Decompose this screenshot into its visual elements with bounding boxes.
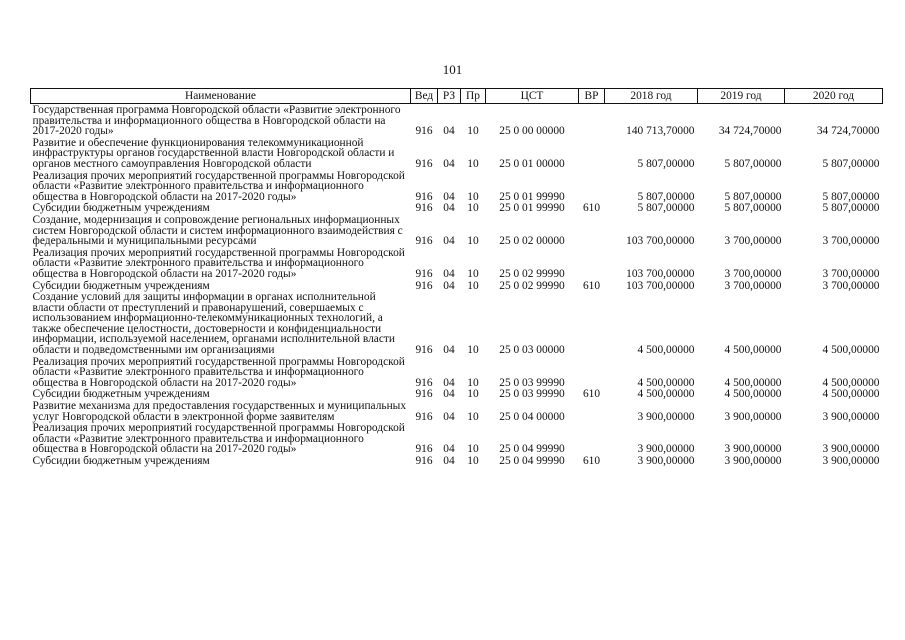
row-2019: 5 807,00000	[724, 157, 782, 170]
table-row	[31, 202, 883, 214]
row-ved: 916	[415, 267, 433, 280]
row-pr: 10	[467, 388, 479, 401]
row-2020: 3 700,00000	[822, 267, 880, 280]
row-pr: 10	[467, 267, 479, 280]
row-2019: 4 500,00000	[724, 376, 782, 389]
row-pr: 10	[467, 376, 479, 389]
row-rz: 04	[443, 410, 455, 423]
row-cst: 25 0 02 99990	[499, 267, 565, 280]
row-vr	[579, 214, 605, 247]
header-row	[31, 89, 883, 104]
row-2019: 4 500,00000	[724, 344, 782, 357]
row-2019: 3 700,00000	[724, 235, 782, 248]
table-row	[31, 280, 883, 292]
row-vr	[579, 137, 605, 170]
row-pr: 10	[467, 279, 479, 292]
row-2020: 5 807,00000	[822, 202, 880, 215]
row-2018: 4 500,00000	[637, 376, 695, 389]
row-rz: 04	[443, 202, 455, 215]
row-vr	[579, 104, 605, 137]
row-2019: 3 700,00000	[724, 279, 782, 292]
row-rz: 04	[443, 267, 455, 280]
row-ved: 916	[415, 190, 433, 203]
row-2019: 4 500,00000	[724, 388, 782, 401]
row-pr: 10	[467, 235, 479, 248]
row-name: Реализация прочих мероприятий государственной программы Новгородской области «Развитие электронного правительства и информационного общества в Новгородской области на 2017-2020 годы»	[32, 422, 405, 456]
row-ved: 916	[415, 376, 433, 389]
row-ved: 916	[415, 279, 433, 292]
row-vr	[579, 247, 605, 280]
col-header-2019: 2019 год	[698, 89, 785, 104]
row-rz: 04	[443, 157, 455, 170]
table-row	[31, 104, 883, 137]
table-row	[31, 291, 883, 356]
row-2020: 4 500,00000	[822, 376, 880, 389]
row-2019: 3 900,00000	[724, 455, 782, 467]
row-2019: 3 900,00000	[724, 443, 782, 456]
row-name: Создание условий для защиты информации в органах исполнительной власти области от преступлений и правонарушений, совершаемых с использованием информационно-телекоммуникационных технологий, а также обеспечение целостности, достоверности и конфиденциальности информации, используемой населением, органами исполнительной власти области и подведомственными им организациями	[32, 291, 395, 357]
row-2018: 5 807,00000	[637, 190, 695, 203]
row-rz: 04	[443, 376, 455, 389]
row-2018: 140 713,70000	[626, 125, 695, 138]
row-rz: 04	[443, 235, 455, 248]
row-2019: 34 724,70000	[718, 125, 782, 138]
row-2020: 3 700,00000	[822, 279, 880, 292]
row-2018: 3 900,00000	[637, 410, 695, 423]
table-row	[31, 455, 883, 467]
row-pr: 10	[467, 190, 479, 203]
row-2020: 3 700,00000	[822, 235, 880, 248]
row-vr: 610	[582, 455, 601, 467]
row-2018: 103 700,00000	[626, 235, 695, 248]
col-header-2020: 2020 год	[785, 89, 883, 104]
row-2018: 5 807,00000	[637, 157, 695, 170]
row-name: Субсидии бюджетным учреждениям	[32, 279, 210, 292]
row-rz: 04	[443, 125, 455, 138]
table-row	[31, 170, 883, 203]
row-name: Реализация прочих мероприятий государственной программы Новгородской области «Развитие электронного правительства и информационного общества в Новгородской области на 2017-2020 годы»	[32, 355, 405, 389]
row-2019: 5 807,00000	[724, 190, 782, 203]
row-cst: 25 0 03 00000	[499, 344, 565, 357]
row-cst: 25 0 01 99990	[499, 190, 565, 203]
row-cst: 25 0 02 99990	[499, 279, 565, 292]
row-pr: 10	[467, 125, 479, 138]
col-header-vr: ВР	[579, 89, 605, 104]
row-2018: 4 500,00000	[637, 344, 695, 357]
row-2018: 103 700,00000	[626, 267, 695, 280]
row-rz: 04	[443, 190, 455, 203]
row-cst: 25 0 04 00000	[499, 410, 565, 423]
table-row	[31, 356, 883, 389]
table-row	[31, 247, 883, 280]
row-pr: 10	[467, 344, 479, 357]
row-cst: 25 0 04 99990	[499, 443, 565, 456]
row-name: Создание, модернизация и сопровождение региональных информационных систем Новгородской области и систем информационного взаимодействия с федеральными и муниципальными ресурсами	[32, 213, 403, 248]
row-2020: 3 900,00000	[822, 410, 880, 423]
row-ved: 916	[415, 202, 433, 215]
col-header-cst: ЦСТ	[486, 89, 579, 104]
row-2018: 103 700,00000	[626, 279, 695, 292]
table-body	[31, 104, 883, 467]
page-number: 101	[442, 62, 463, 77]
row-rz: 04	[443, 455, 455, 467]
row-2018: 4 500,00000	[637, 388, 695, 401]
row-cst: 25 0 00 00000	[499, 125, 565, 138]
row-name: Реализация прочих мероприятий государственной программы Новгородской области «Развитие электронного правительства и информационного общества в Новгородской области на 2017-2020 годы»	[32, 246, 405, 280]
row-2019: 3 700,00000	[724, 267, 782, 280]
row-pr: 10	[467, 410, 479, 423]
table-row	[31, 388, 883, 400]
row-pr: 10	[467, 443, 479, 456]
row-vr	[579, 422, 605, 455]
row-vr: 610	[582, 388, 601, 401]
row-cst: 25 0 04 99990	[499, 455, 565, 467]
row-name: Субсидии бюджетным учреждениям	[32, 388, 210, 401]
row-2020: 4 500,00000	[822, 388, 880, 401]
table-row	[31, 214, 883, 247]
row-pr: 10	[467, 455, 479, 467]
row-vr: 610	[582, 279, 601, 292]
row-2020: 5 807,00000	[822, 190, 880, 203]
row-2020: 3 900,00000	[822, 443, 880, 456]
row-cst: 25 0 01 99990	[499, 202, 565, 215]
row-2020: 34 724,70000	[816, 125, 880, 138]
row-vr: 610	[582, 202, 601, 215]
row-cst: 25 0 03 99990	[499, 376, 565, 389]
row-2018: 3 900,00000	[637, 455, 695, 467]
row-name: Государственная программа Новгородской области «Развитие электронного правительства и информационного общества в Новгородской области на 2017-2020 годы»	[32, 104, 401, 138]
row-cst: 25 0 02 00000	[499, 235, 565, 248]
row-name: Развитие и обеспечение функционирования телекоммуникационной инфраструктуры органов государственной власти Новгородской области и органов местного самоуправления Новгородской области	[32, 136, 395, 170]
row-ved: 916	[415, 455, 433, 467]
row-2019: 5 807,00000	[724, 202, 782, 215]
row-ved: 916	[415, 443, 433, 456]
row-2020: 3 900,00000	[822, 455, 880, 467]
col-header-name: Наименование	[31, 89, 411, 104]
col-header-2018: 2018 год	[605, 89, 698, 104]
col-header-rz: РЗ	[438, 89, 461, 104]
row-cst: 25 0 03 99990	[499, 388, 565, 401]
row-vr	[579, 400, 605, 422]
row-rz: 04	[443, 388, 455, 401]
row-2018: 5 807,00000	[637, 202, 695, 215]
row-ved: 916	[415, 125, 433, 138]
row-ved: 916	[415, 235, 433, 248]
col-header-ved: Вед	[411, 89, 438, 104]
col-header-pr: Пр	[461, 89, 486, 104]
row-vr	[579, 170, 605, 203]
row-name: Субсидии бюджетным учреждениям	[32, 455, 210, 467]
row-rz: 04	[443, 279, 455, 292]
row-2020: 4 500,00000	[822, 344, 880, 357]
row-2019: 3 900,00000	[724, 410, 782, 423]
table-row	[31, 137, 883, 170]
table-row	[31, 400, 883, 422]
row-pr: 10	[467, 157, 479, 170]
row-ved: 916	[415, 344, 433, 357]
row-2018: 3 900,00000	[637, 443, 695, 456]
row-vr	[579, 356, 605, 389]
row-pr: 10	[467, 202, 479, 215]
table-row	[31, 422, 883, 455]
row-name: Реализация прочих мероприятий государственной программы Новгородской области «Развитие электронного правительства и информационного общества в Новгородской области на 2017-2020 годы»	[32, 169, 405, 203]
row-ved: 916	[415, 157, 433, 170]
row-rz: 04	[443, 344, 455, 357]
row-2020: 5 807,00000	[822, 157, 880, 170]
row-rz: 04	[443, 443, 455, 456]
budget-table	[30, 88, 883, 467]
row-vr	[579, 291, 605, 356]
row-name: Развитие механизма для предоставления государственных и муниципальных услуг Новгородской области в электронной форме заявителям	[32, 400, 407, 423]
row-ved: 916	[415, 410, 433, 423]
row-name: Субсидии бюджетным учреждениям	[32, 202, 210, 215]
row-ved: 916	[415, 388, 433, 401]
row-cst: 25 0 01 00000	[499, 157, 565, 170]
